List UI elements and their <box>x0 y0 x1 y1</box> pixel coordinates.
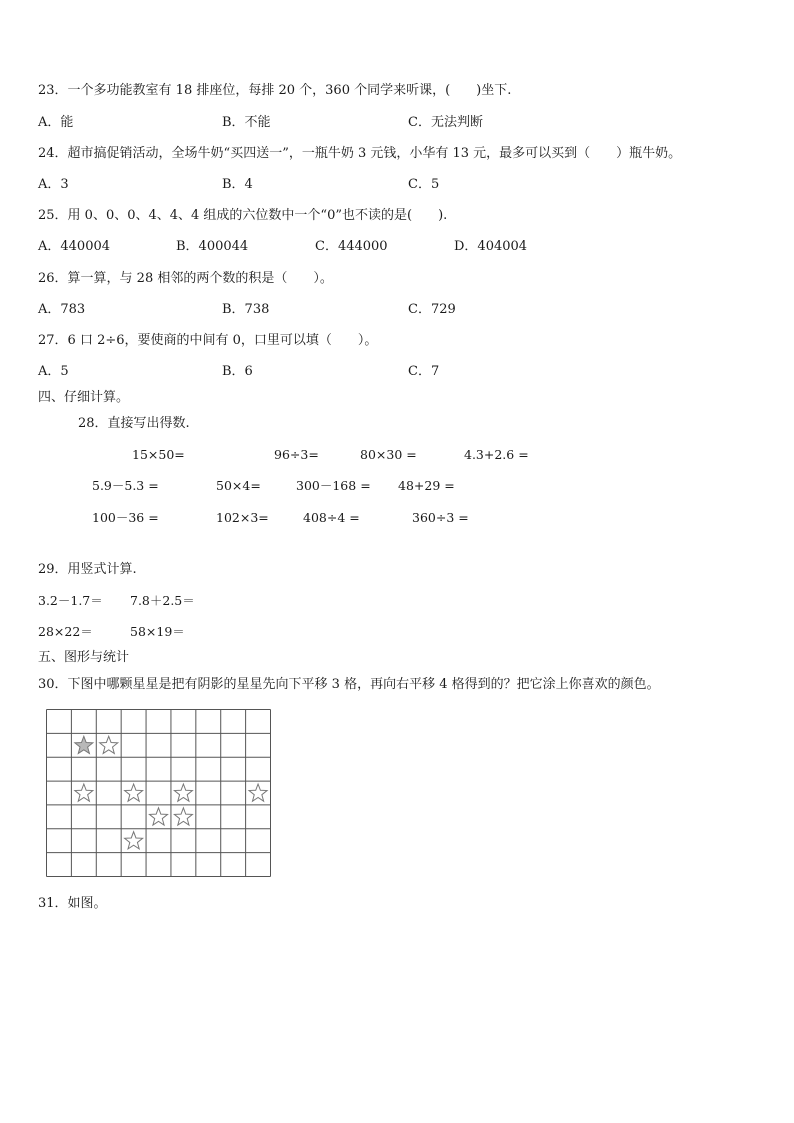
q25-option-d[interactable]: D．404004 <box>454 239 528 254</box>
star-icon[interactable] <box>100 736 118 753</box>
q29-r1-c1: 3.2－1.7＝ <box>38 593 103 608</box>
q26-option-a[interactable]: A．783 <box>38 302 86 317</box>
star-icon[interactable] <box>75 784 93 801</box>
q30-stem: 30．下图中哪颗星星是把有阴影的星星先向下平移 3 格，再向右平移 4 格得到的？把它涂上你喜欢的颜色。 <box>38 677 660 692</box>
q25-option-b[interactable]: B．400044 <box>176 239 249 254</box>
q27-option-b[interactable]: B．6 <box>222 364 253 379</box>
q29-stem: 29．用竖式计算. <box>38 562 137 577</box>
star-icon[interactable] <box>125 832 143 849</box>
q28-r1-c2: 96÷3= <box>274 447 319 462</box>
q28-r2-c2: 50×4= <box>216 478 261 493</box>
q29-r2-c1: 28×22＝ <box>38 624 93 639</box>
star-icon[interactable] <box>149 808 167 825</box>
q28-r1-c3: 80×30 = <box>360 447 417 462</box>
section-4-heading: 四、仔细计算。 <box>38 390 130 405</box>
q23-option-a[interactable]: A．能 <box>38 115 74 130</box>
q27-stem: 27．6 口 2÷6，要使商的中间有 0，口里可以填（ ）。 <box>38 333 378 348</box>
shaded-star-icon[interactable] <box>75 736 93 753</box>
q30-star-grid <box>45 708 273 878</box>
q23-option-b[interactable]: B．不能 <box>222 115 271 130</box>
q25-option-c[interactable]: C．444000 <box>315 239 388 254</box>
q25-option-a[interactable]: A．440004 <box>38 239 111 254</box>
q29-r1-c2: 7.8＋2.5＝ <box>130 593 195 608</box>
q28-r3-c2: 102×3= <box>216 510 269 525</box>
q28-r3-c1: 100－36 = <box>92 510 159 525</box>
q27-option-c[interactable]: C．7 <box>408 364 440 379</box>
q28-r3-c3: 408÷4 = <box>303 510 360 525</box>
q29-r2-c2: 58×19＝ <box>130 624 185 639</box>
q28-stem: 28．直接写出得数. <box>78 416 190 431</box>
q28-r2-c3: 300－168 = <box>296 478 371 493</box>
q24-stem: 24．超市搞促销活动，全场牛奶“买四送一”，一瓶牛奶 3 元钱，小华有 13 元，最多可以买到（ ）瓶牛奶。 <box>38 146 682 161</box>
q28-r2-c1: 5.9－5.3 = <box>92 478 159 493</box>
star-icon[interactable] <box>174 808 192 825</box>
q28-r1-c1: 15×50= <box>132 447 185 462</box>
q26-option-b[interactable]: B．738 <box>222 302 270 317</box>
q28-r3-c4: 360÷3 = <box>412 510 469 525</box>
q28-r2-c4: 48+29 = <box>398 478 455 493</box>
star-icon[interactable] <box>125 784 143 801</box>
q23-option-c[interactable]: C．无法判断 <box>408 115 483 130</box>
star-icon[interactable] <box>249 784 267 801</box>
star-icon[interactable] <box>174 784 192 801</box>
q28-r1-c4: 4.3+2.6 = <box>464 447 529 462</box>
section-5-heading: 五、图形与统计 <box>38 650 130 665</box>
q24-option-c[interactable]: C．5 <box>408 177 440 192</box>
q23-stem: 23．一个多功能教室有 18 排座位，每排 20 个，360 个同学来听课，( )坐下. <box>38 83 512 98</box>
q31-stem: 31．如图。 <box>38 896 107 911</box>
q26-option-c[interactable]: C．729 <box>408 302 456 317</box>
q27-option-a[interactable]: A．5 <box>38 364 69 379</box>
q24-option-b[interactable]: B．4 <box>222 177 253 192</box>
q24-option-a[interactable]: A．3 <box>38 177 69 192</box>
q25-stem: 25．用 0、0、0、4、4、4 组成的六位数中一个“0”也不读的是( ). <box>38 208 448 223</box>
q26-stem: 26．算一算，与 28 相邻的两个数的积是（ ）。 <box>38 271 333 286</box>
